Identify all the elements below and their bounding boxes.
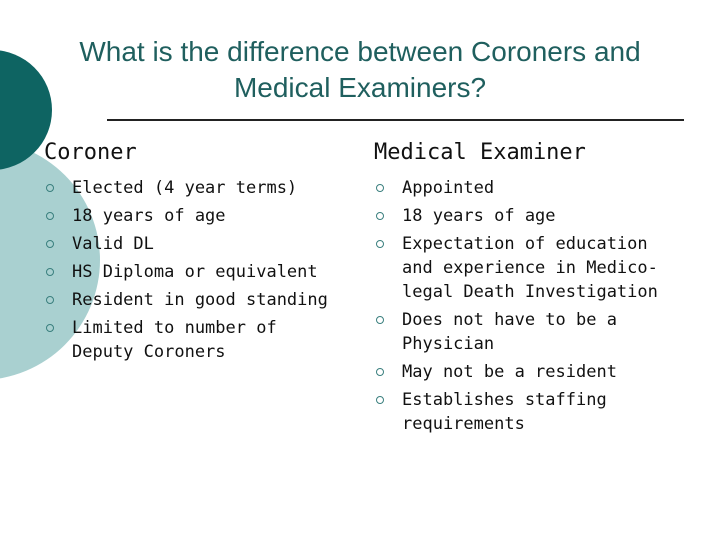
coroner-heading: Coroner bbox=[44, 140, 137, 165]
list-item-text: Appointed bbox=[402, 178, 495, 198]
circle-bullet-icon bbox=[46, 324, 54, 332]
coroner-list bbox=[44, 176, 344, 364]
list-item bbox=[44, 232, 344, 256]
list-item bbox=[44, 288, 344, 312]
circle-bullet-icon bbox=[46, 212, 54, 220]
list-item-text: Elected (4 year terms) bbox=[72, 178, 298, 198]
list-item-text: Establishes staffing requirements bbox=[402, 390, 607, 434]
list-item-text: Valid DL bbox=[72, 234, 154, 254]
medical-examiner-list bbox=[374, 176, 674, 436]
medical-examiner-heading: Medical Examiner bbox=[374, 140, 586, 165]
circle-bullet-icon bbox=[376, 184, 384, 192]
circle-bullet-icon bbox=[46, 268, 54, 276]
circle-bullet-icon bbox=[46, 184, 54, 192]
coroner-column bbox=[44, 139, 344, 368]
list-item bbox=[44, 316, 344, 364]
list-item bbox=[374, 308, 674, 356]
list-item-text: HS Diploma or equivalent bbox=[72, 262, 318, 282]
list-item bbox=[44, 204, 344, 228]
circle-bullet-icon bbox=[376, 240, 384, 248]
list-item-text: 18 years of age bbox=[402, 206, 556, 226]
list-item bbox=[374, 176, 674, 200]
list-item bbox=[44, 176, 344, 200]
list-item-text: May not be a resident bbox=[402, 362, 617, 382]
list-item-text: Expectation of education and experience in Medico-legal Death Investigation bbox=[402, 234, 658, 302]
list-item bbox=[374, 360, 674, 384]
list-item-text: Does not have to be a Physician bbox=[402, 310, 617, 354]
list-item bbox=[374, 204, 674, 228]
circle-bullet-icon bbox=[376, 212, 384, 220]
medical-examiner-column bbox=[374, 139, 674, 440]
list-item-text: Limited to number of Deputy Coroners bbox=[72, 318, 277, 362]
slide-title: What is the difference between Coroners and Medical Examiners? bbox=[79, 36, 641, 103]
circle-bullet-icon bbox=[376, 368, 384, 376]
list-item bbox=[374, 232, 674, 304]
list-item-text: Resident in good standing bbox=[72, 290, 328, 310]
circle-bullet-icon bbox=[46, 296, 54, 304]
list-item bbox=[374, 388, 674, 436]
list-item-text: 18 years of age bbox=[72, 206, 226, 226]
title-divider bbox=[107, 119, 684, 121]
circle-bullet-icon bbox=[376, 316, 384, 324]
circle-bullet-icon bbox=[376, 396, 384, 404]
circle-bullet-icon bbox=[46, 240, 54, 248]
list-item bbox=[44, 260, 344, 284]
